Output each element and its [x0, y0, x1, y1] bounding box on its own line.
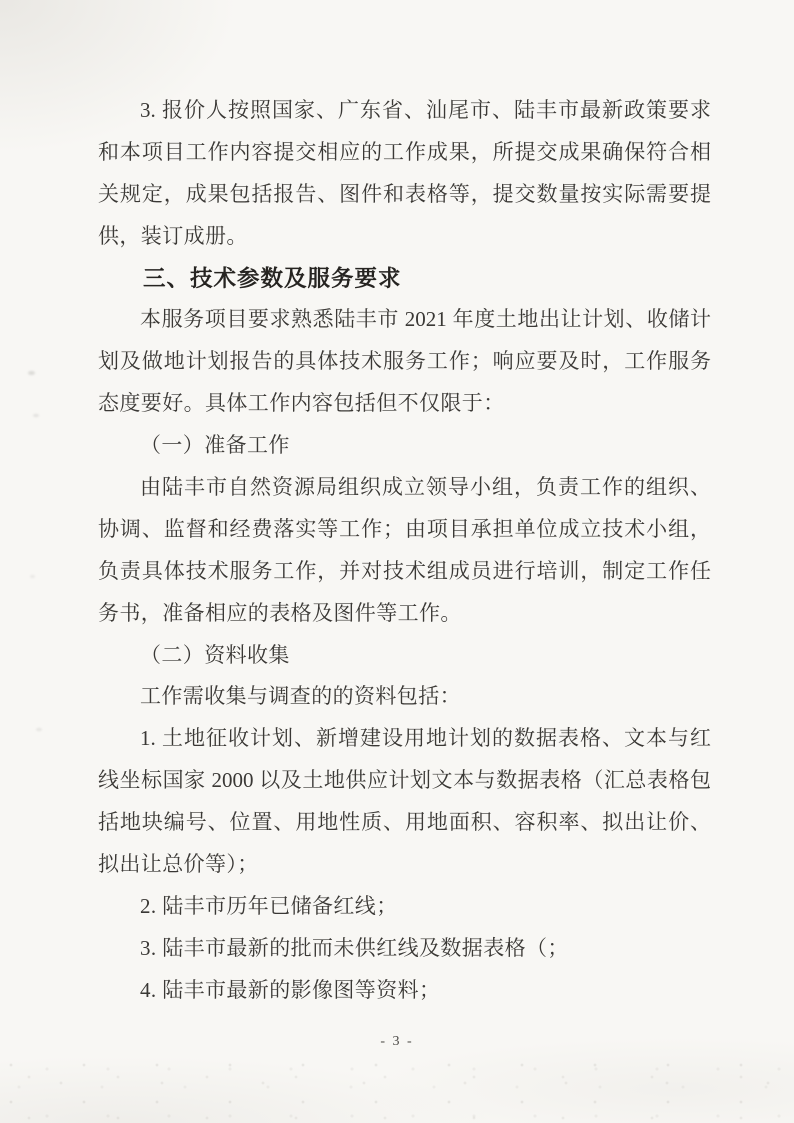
section-heading: 三、技术参数及服务要求: [143, 265, 402, 291]
scan-speck: [33, 414, 39, 417]
scan-noise-strip: [0, 1056, 794, 1123]
text-line: 本服务项目要求熟悉陆丰市 2021 年度土地出让计划、收储计: [140, 307, 711, 332]
text-line: 务书，准备相应的表格及图件等工作。: [98, 600, 462, 625]
text-line: 和本项目工作内容提交相应的工作成果，所提交成果确保符合相: [98, 139, 711, 164]
scan-speck: [36, 728, 42, 731]
text-line: 4. 陆丰市最新的影像图等资料；: [140, 977, 441, 1002]
text-line: 拟出让总价等）；: [98, 852, 259, 877]
page-number: - 3 -: [380, 1034, 414, 1049]
text-line: 划及做地计划报告的具体技术服务工作；响应要及时，工作服务: [98, 349, 711, 374]
text-line: 1. 土地征收计划、新增建设用地计划的数据表格、文本与红: [140, 726, 711, 751]
text-line: 2. 陆丰市历年已储备红线；: [140, 893, 398, 918]
text-line: 关规定，成果包括报告、图件和表格等，提交数量按实际需要提: [98, 181, 711, 206]
text-line: 协调、监督和经费落实等工作；由项目承担单位成立技术小组，: [98, 516, 711, 541]
text-line: 线坐标国家 2000 以及土地供应计划文本与数据表格（汇总表格包: [98, 768, 711, 793]
text-line: 供，装订成册。: [98, 223, 248, 248]
text-line: 括地块编号、位置、用地性质、用地面积、容积率、拟出让价、: [98, 810, 711, 835]
text-line: 态度要好。具体工作内容包括但不仅限于：: [98, 391, 505, 416]
scan-speck: [30, 575, 35, 578]
text-line: 负责具体技术服务工作，并对技术组成员进行培训，制定工作任: [98, 558, 711, 583]
scan-speck: [28, 371, 35, 375]
text-line: 3. 报价人按照国家、广东省、汕尾市、陆丰市最新政策要求: [140, 98, 711, 122]
text-line: （一）准备工作: [140, 433, 290, 458]
text-line: 工作需收集与调查的的资料包括：: [140, 684, 461, 709]
text-line: 由陆丰市自然资源局组织成立领导小组，负责工作的组织、: [140, 475, 711, 500]
text-line: 3. 陆丰市最新的批而未供红线及数据表格（；: [140, 935, 569, 960]
document-body: [98, 90, 711, 1012]
text-line: （二）资料收集: [140, 642, 290, 667]
